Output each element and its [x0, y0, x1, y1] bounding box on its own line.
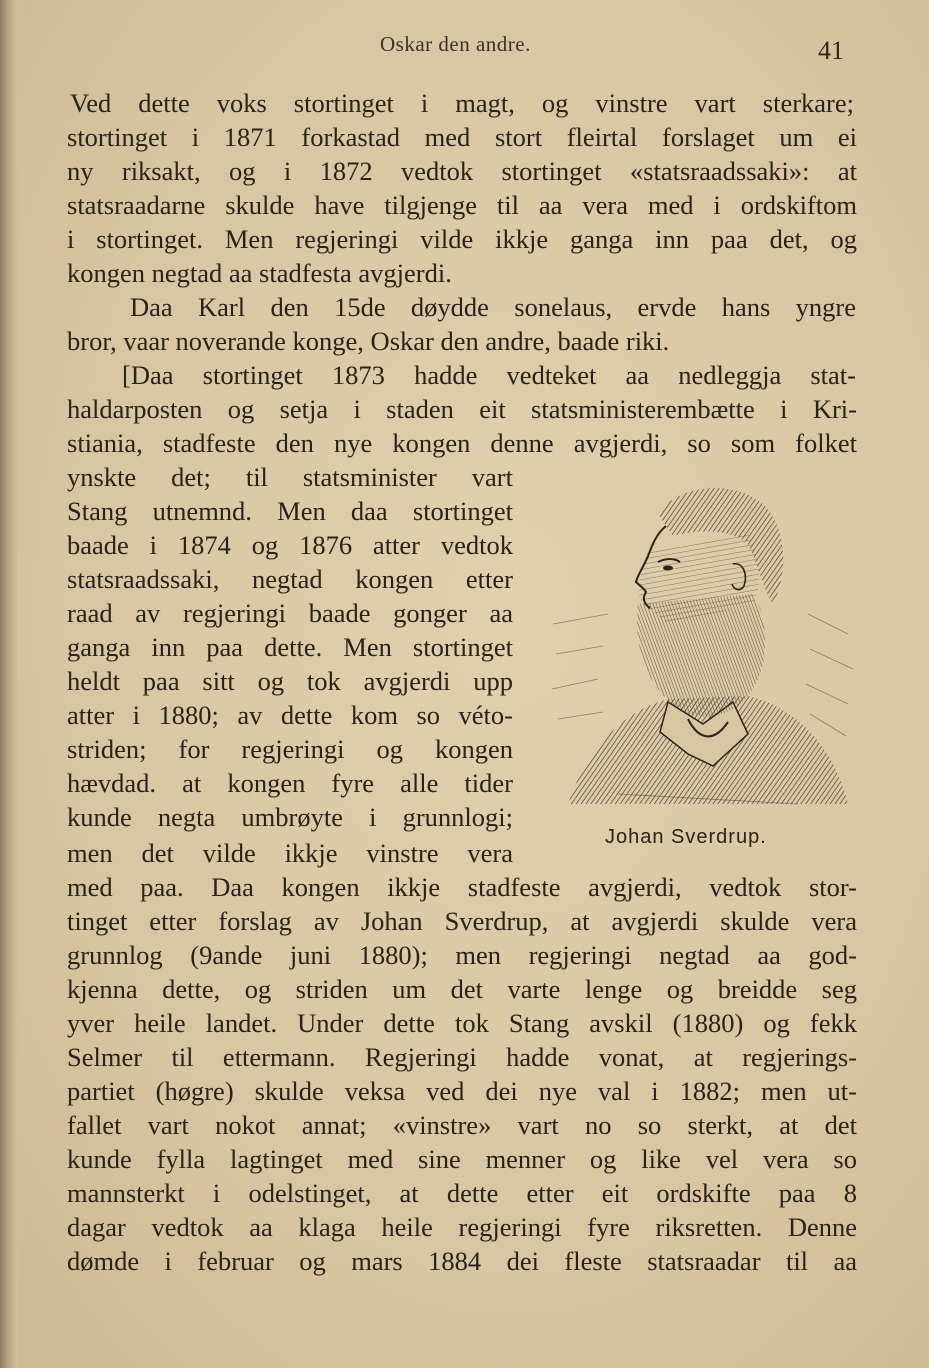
text-line: statsraadssaki, negtad kongen etter [67, 564, 513, 594]
text-line: dagar vedtok aa klaga heile regjeringi fyre riksretten. Denne [67, 1212, 857, 1242]
text-line: partiet (høgre) skulde veksa ved dei nye val i 1882; men ut- [67, 1076, 857, 1106]
text-line: [Daa stortinget 1873 hadde vedteket aa nedleggja stat- [122, 360, 856, 390]
text-line: mannsterkt i odelstinget, at dette etter eit ordskifte paa 8 [67, 1178, 857, 1208]
text-line: baade i 1874 og 1876 atter vedtok [67, 530, 513, 560]
text-line: stiania, stadfeste den nye kongen denne avgjerdi, so som folket [67, 428, 857, 458]
portrait-engraving [548, 474, 858, 824]
page-number: 41 [818, 36, 844, 65]
text-line: Ved dette voks stortinget i magt, og vinstre vart sterkare; [70, 88, 854, 118]
text-line: Stang utnemnd. Men daa stortinget [67, 496, 513, 526]
text-line: dømde i februar og mars 1884 dei fleste statsraadar til aa [67, 1246, 857, 1276]
text-line: ynskte det; til statsminister vart [67, 462, 513, 492]
text-line: haldarposten og setja i staden eit statsministerembætte i Kri- [67, 394, 857, 424]
text-line: grunnlog (9ande juni 1880); men regjeringi negtad aa god- [67, 940, 857, 970]
running-title: Oskar den andre. [380, 32, 531, 56]
text-line: striden; for regjeringi og kongen [67, 734, 513, 764]
text-line: ny riksakt, og i 1872 vedtok stortinget «statsraadssaki»: at [67, 156, 857, 186]
text-line: heldt paa sitt og tok avgjerdi upp [67, 666, 513, 696]
text-line: statsraadarne skulde have tilgjenge til aa vera med i ordskiftom [67, 190, 857, 220]
text-line: fallet vart nokot annat; «vinstre» vart no so sterkt, at det [67, 1110, 857, 1140]
text-line: kunde negta umbrøyte i grunnlogi; [67, 802, 513, 832]
text-line: tinget etter forslag av Johan Sverdrup, at avgjerdi skulde vera [67, 906, 857, 936]
text-line: raad av regjeringi baade gonger aa [67, 598, 513, 628]
text-line: kunde fylla lagtinget med sine menner og like vel vera so [67, 1144, 857, 1174]
text-line: kongen negtad aa stadfesta avgjerdi. [67, 258, 452, 288]
text-line: hævdad. at kongen fyre alle tider [67, 768, 513, 798]
text-line: kjenna dette, og striden um det varte lenge og breidde seg [67, 974, 857, 1004]
figure-caption: Johan Sverdrup. [605, 826, 767, 848]
text-line: yver heile landet. Under dette tok Stang avskil (1880) og fekk [67, 1008, 857, 1038]
text-line: atter i 1880; av dette kom so véto- [67, 700, 513, 730]
text-line: Daa Karl den 15de døydde sonelaus, ervde hans yngre [130, 292, 856, 322]
text-line: med paa. Daa kongen ikkje stadfeste avgjerdi, vedtok stor- [67, 872, 857, 902]
text-line: Selmer til ettermann. Regjeringi hadde vonat, at regjerings- [67, 1042, 857, 1072]
text-line: bror, vaar noverande konge, Oskar den andre, baade riki. [67, 326, 670, 356]
text-line: i stortinget. Men regjeringi vilde ikkje ganga inn paa det, og [67, 224, 857, 254]
text-line: ganga inn paa dette. Men stortinget [67, 632, 513, 662]
text-line: men det vilde ikkje vinstre vera [67, 838, 513, 868]
text-line: stortinget i 1871 forkastad med stort fleirtal forslaget um ei [67, 122, 857, 152]
book-spine-shadow [0, 0, 18, 1368]
